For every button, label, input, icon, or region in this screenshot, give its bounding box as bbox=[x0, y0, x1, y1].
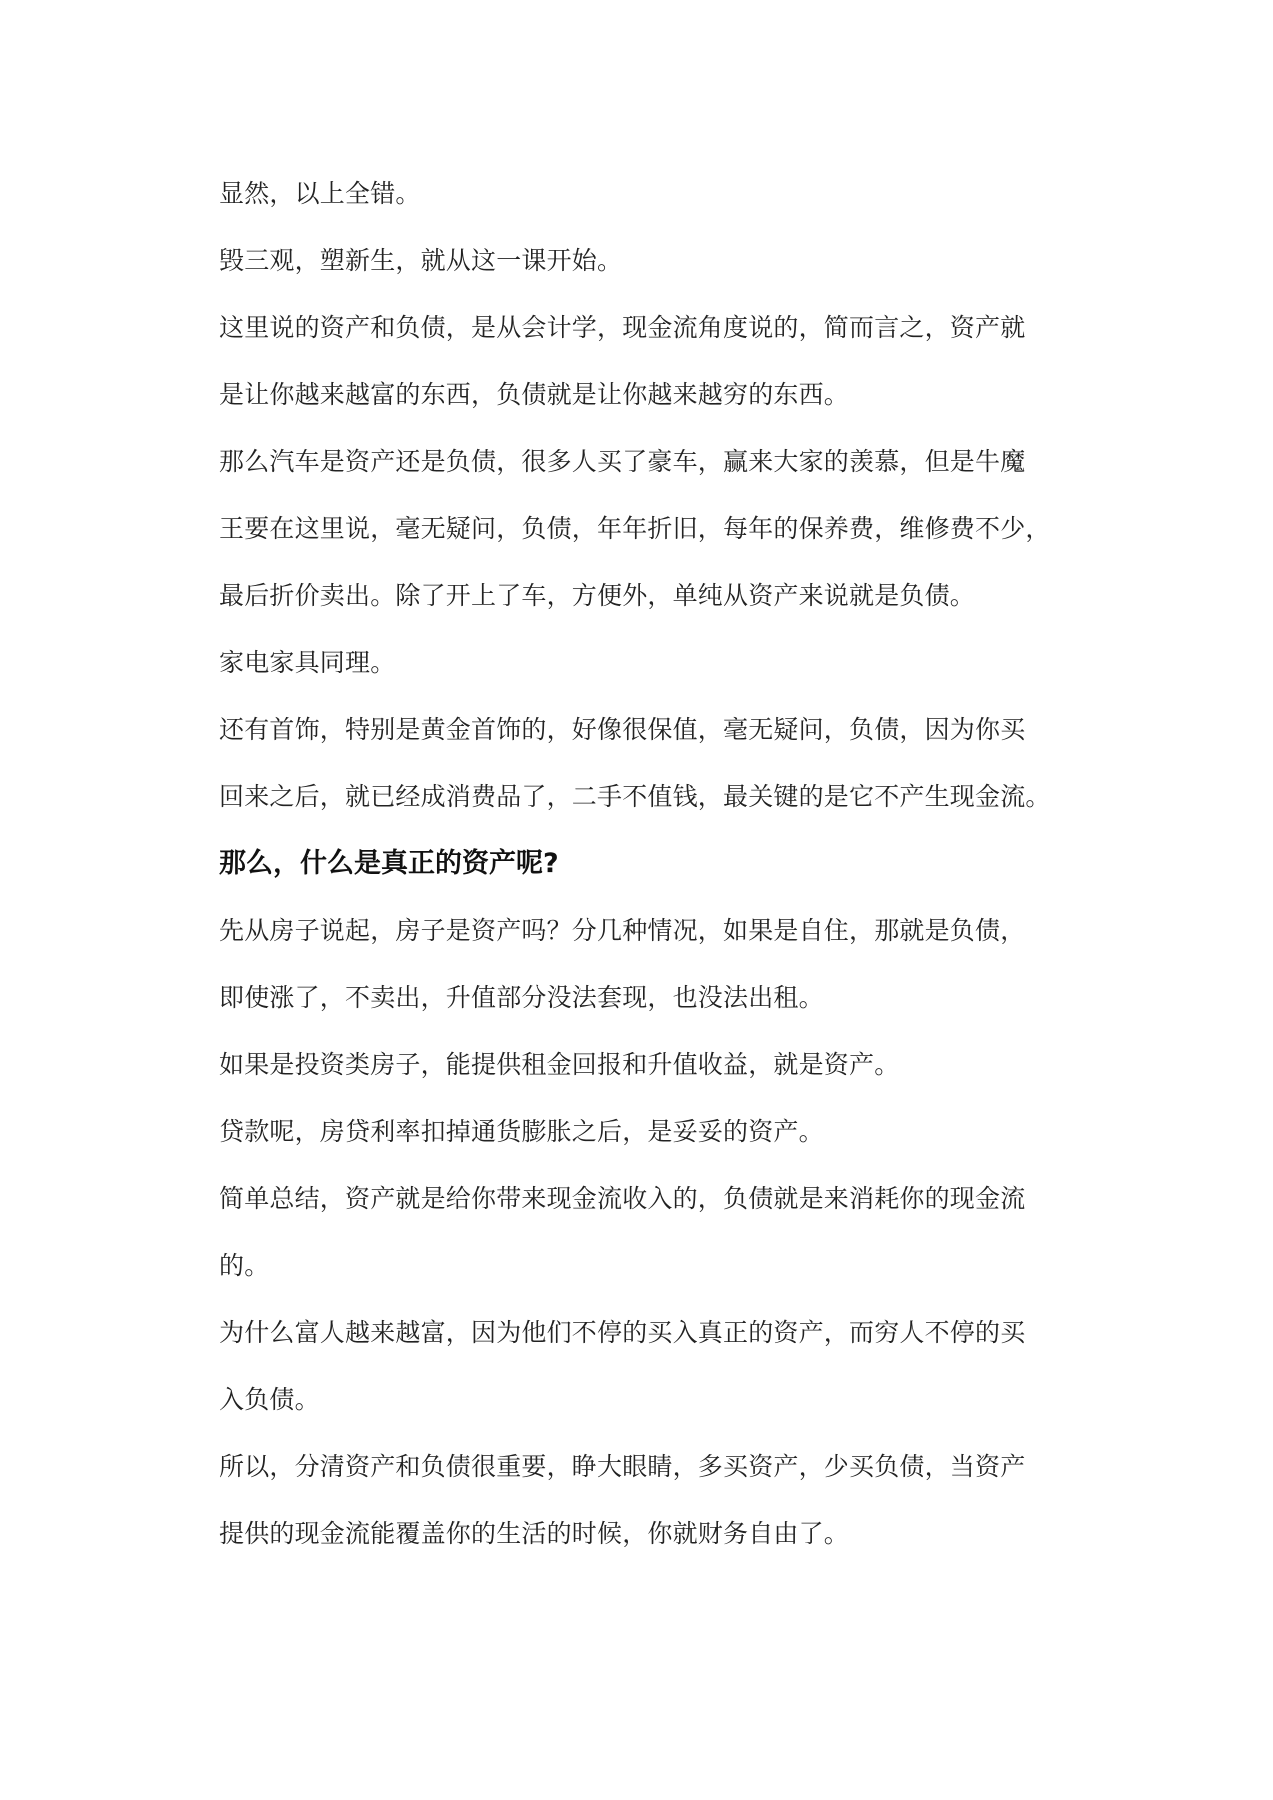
text-line: 回来之后，就已经成消费品了，二手不值钱，最关键的是它不产生现金流。 bbox=[219, 782, 1051, 811]
text-line: 为什么富人越来越富，因为他们不停的买入真正的资产，而穷人不停的买 bbox=[219, 1318, 1026, 1347]
text-line: 所以，分清资产和负债很重要，睁大眼睛，多买资产，少买负债，当资产 bbox=[219, 1452, 1026, 1481]
paragraph-12 bbox=[219, 1433, 1059, 1567]
heading-text: 那么，什么是真正的资产呢? bbox=[219, 848, 559, 879]
text-line: 王要在这里说，毫无疑问，负债，年年折旧，每年的保养费，维修费不少， bbox=[219, 514, 1051, 543]
paragraph-4 bbox=[219, 428, 1059, 629]
paragraph-5 bbox=[219, 629, 1059, 696]
text-line: 这里说的资产和负债，是从会计学，现金流角度说的，简而言之，资产就 bbox=[219, 313, 1026, 342]
text-line: 那么汽车是资产还是负债，很多人买了豪车，赢来大家的羡慕，但是牛魔 bbox=[219, 447, 1026, 476]
section-heading bbox=[219, 830, 1059, 897]
paragraph-6 bbox=[219, 696, 1059, 830]
text-line: 入负债。 bbox=[219, 1385, 320, 1414]
paragraph-10 bbox=[219, 1165, 1059, 1299]
text-line: 显然，以上全错。 bbox=[219, 179, 421, 208]
paragraph-2 bbox=[219, 227, 1059, 294]
text-line: 如果是投资类房子，能提供租金回报和升值收益，就是资产。 bbox=[219, 1050, 900, 1079]
paragraph-11 bbox=[219, 1299, 1059, 1433]
text-line: 贷款呢，房贷利率扣掉通货膨胀之后，是妥妥的资产。 bbox=[219, 1117, 824, 1146]
text-line: 即使涨了，不卖出，升值部分没法套现，也没法出租。 bbox=[219, 983, 824, 1012]
text-line: 还有首饰，特别是黄金首饰的，好像很保值，毫无疑问，负债，因为你买 bbox=[219, 715, 1026, 744]
text-line: 家电家具同理。 bbox=[219, 648, 396, 677]
text-line: 最后折价卖出。除了开上了车，方便外，单纯从资产来说就是负债。 bbox=[219, 581, 976, 610]
text-line: 简单总结，资产就是给你带来现金流收入的，负债就是来消耗你的现金流 bbox=[219, 1184, 1026, 1213]
paragraph-7 bbox=[219, 897, 1059, 1031]
paragraph-3 bbox=[219, 294, 1059, 428]
text-line: 是让你越来越富的东西，负债就是让你越来越穷的东西。 bbox=[219, 380, 850, 409]
paragraph-1 bbox=[219, 160, 1059, 227]
text-line: 毁三观，塑新生，就从这一课开始。 bbox=[219, 246, 623, 275]
paragraph-8 bbox=[219, 1031, 1059, 1098]
paragraph-9 bbox=[219, 1098, 1059, 1165]
text-line: 提供的现金流能覆盖你的生活的时候，你就财务自由了。 bbox=[219, 1519, 850, 1548]
text-line: 的。 bbox=[219, 1251, 270, 1280]
text-line: 先从房子说起，房子是资产吗？分几种情况，如果是自住，那就是负债， bbox=[219, 916, 1026, 945]
document-body bbox=[219, 160, 1059, 1567]
